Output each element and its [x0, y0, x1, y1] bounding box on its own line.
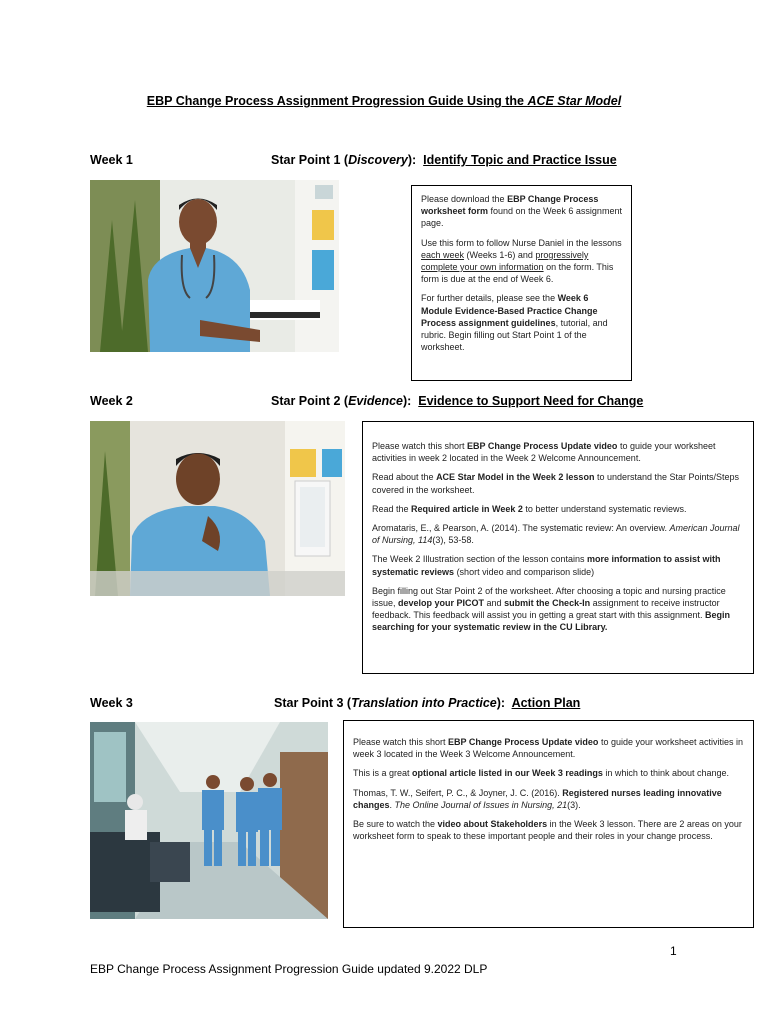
page-footer: EBP Change Process Assignment Progression Guide updated 9.2022 DLP [90, 962, 488, 976]
page-number: 1 [670, 944, 677, 958]
week3-paragraph-4: Be sure to watch the video about Stakeholders in the Week 3 lesson. There are 2 areas on your worksheet form to speak to these important people and their roles in your change process. [353, 819, 742, 842]
week2-paragraph-1: Please watch this short EBP Change Process Update video to guide your worksheet activities in week 2 located in the Week 2 Welcome Announcement. [372, 441, 716, 464]
week1-star-point: Star Point 1 (Discovery): Identify Topic and Practice Issue [271, 153, 617, 167]
week1-paragraph-2: Use this form to follow Nurse Daniel in the lessons each week (Weeks 1-6) and progressively complete your own information on the form. This form is due at the end of Week 6. [421, 237, 622, 285]
week1-paragraph-3: For further details, please see the Week 6 Module Evidence-Based Practice Change Process assignment guidelines, tutorial, and rubric. Begin filling out Start Point 1 of the worksheet. [421, 293, 608, 353]
week1-instructions-box [411, 185, 632, 381]
week2-paragraph-5: The Week 2 Illustration section of the lesson contains more information to assist with systematic reviews (short video and comparison slide) [372, 554, 721, 577]
week3-hospital-corridor-photo [90, 722, 328, 919]
week1-nurse-photo [90, 180, 339, 352]
week2-paragraph-4: Aromataris, E., & Pearson, A. (2014). The systematic review: An overview. American Journal of Nursing, 114(3), 53-58. [372, 523, 740, 546]
week1-paragraph-1: Please download the EBP Change Process worksheet form found on the Week 6 assignment page. [421, 194, 622, 229]
document-title: EBP Change Process Assignment Progression Guide Using the ACE Star Model [146, 94, 622, 108]
week3-paragraph-3: Thomas, T. W., Seifert, P. C., & Joyner, J. C. (2016). Registered nurses leading innovative changes. The Online Journal of Issues in Nursing, 21(3). [353, 787, 722, 810]
week1-topic: Identify Topic and Practice Issue [423, 153, 617, 167]
week2-paragraph-2: Read about the ACE Star Model in the Week 2 lesson to understand the Star Points/Steps covered in the worksheet. [372, 472, 740, 495]
week3-instructions-box [343, 720, 754, 928]
week1-label: Week 1 [90, 153, 133, 167]
week2-paragraph-3: Read the Required article in Week 2 to better understand systematic reviews. [372, 503, 687, 514]
week2-topic: Evidence to Support Need for Change [418, 394, 644, 408]
week3-topic: Action Plan [511, 696, 581, 710]
week2-instructions-box [362, 421, 754, 674]
week2-star-point: Star Point 2 (Evidence): Evidence to Support Need for Change [271, 394, 644, 408]
week3-paragraph-1: Please watch this short EBP Change Process Update video to guide your worksheet activities in week 3 located in the Week 3 Welcome Announcement. [353, 737, 744, 760]
week3-label: Week 3 [90, 696, 133, 710]
week2-paragraph-6: Begin filling out Star Point 2 of the worksheet. After choosing a topic and nursing practice issue, develop your PICOT and submit the Check-In assignment to receive instructor feedback. This feedback will assist you in getting a great start with this assignment. Begin searching for your systematic review in the CU Library. [372, 585, 731, 633]
week2-nurse-photo [90, 421, 345, 596]
week2-label: Week 2 [90, 394, 133, 408]
week3-paragraph-2: This is a great optional article listed in our Week 3 readings in which to think about change. [353, 768, 730, 779]
week3-star-point: Star Point 3 (Translation into Practice): Action Plan [274, 696, 581, 710]
